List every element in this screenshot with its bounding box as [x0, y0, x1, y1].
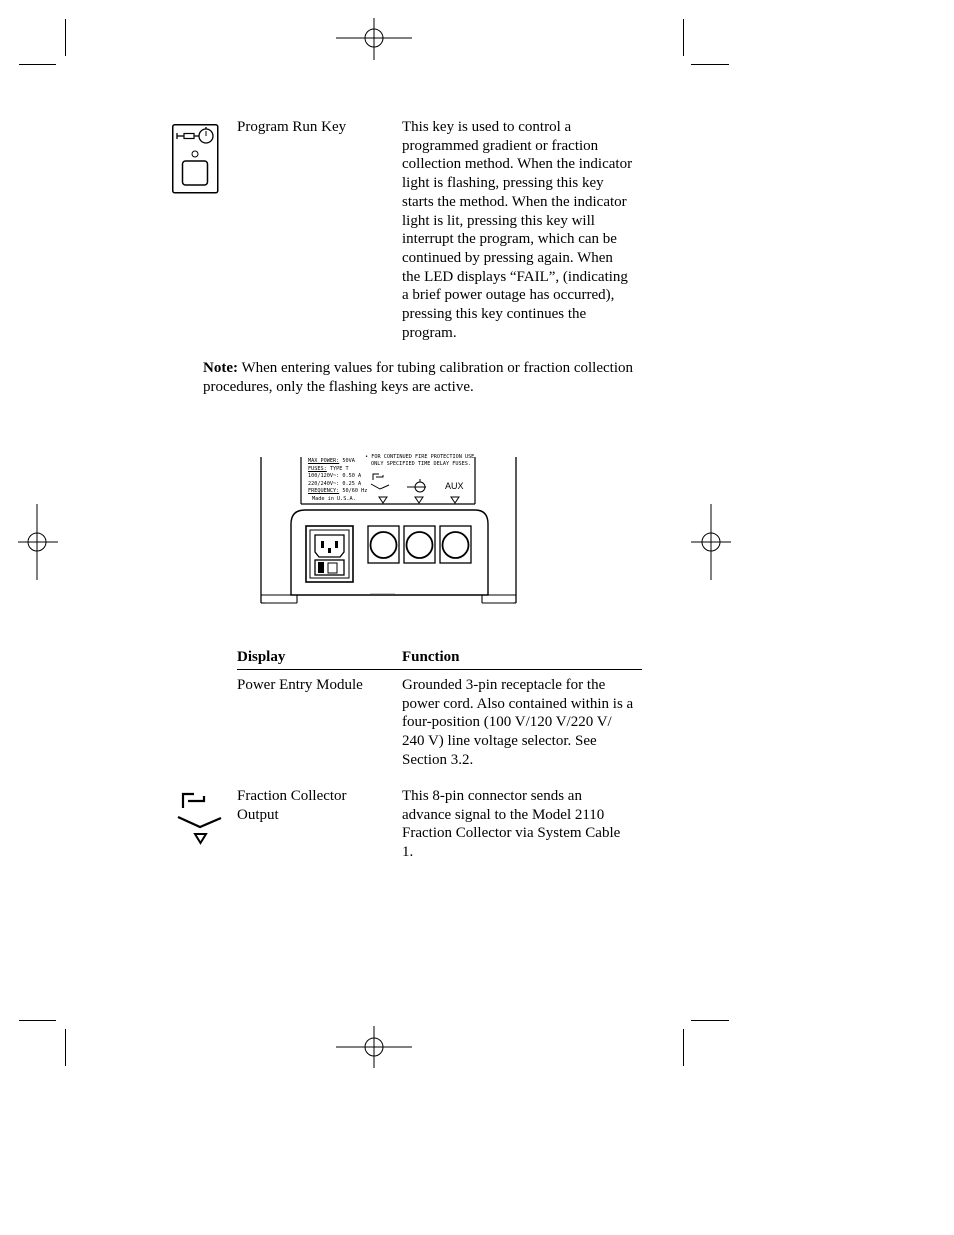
crop-mark-registration-icon	[336, 18, 412, 60]
panel-warning-line1: • FOR CONTINUED FIRE PROTECTION USE	[365, 454, 475, 460]
note-paragraph	[203, 359, 663, 396]
table-header-function: Function	[402, 649, 460, 665]
program-run-key-label: Program Run Key	[237, 119, 347, 135]
panel-fuse-1: 100/120V~: 0.50 A	[308, 473, 362, 479]
crop-mark-registration-icon	[18, 504, 58, 580]
panel-fuses-label: FUSES:	[308, 465, 327, 472]
panel-fuses-type: TYPE T	[329, 465, 349, 472]
panel-max-power-label: MAX POWER:	[308, 458, 340, 464]
panel-frequency-label: FREQUENCY:	[308, 488, 340, 494]
table-row-2-display: Fraction Collector Output	[237, 788, 347, 823]
panel-fraction-collector-symbol	[371, 474, 389, 489]
crop-mark-registration-icon	[336, 1026, 412, 1068]
table-row-1-display: Power Entry Module	[237, 677, 363, 693]
rear-panel-illustration	[255, 453, 525, 613]
table-row-1-function: Grounded 3-pin receptacle for the power cord. Also contained within is a four-position (100 V/120 V/220 V/ 240 V) line voltage selector. See Section 3.2.	[402, 677, 634, 768]
table-row-2-function: This 8-pin connector sends an advance signal to the Model 2110 Fraction Collector via System Cable 1.	[402, 788, 621, 861]
fraction-collector-icon	[174, 790, 226, 846]
panel-warning-line2: ONLY SPECIFIED TIME DELAY FUSES.	[371, 460, 471, 467]
panel-max-power-value: 50VA	[342, 458, 355, 464]
table-header-rule	[237, 669, 642, 670]
crop-mark-registration-icon	[691, 504, 731, 580]
program-run-key-description: This key is used to control a programmed gradient or fraction collection method. When the indicator light is flashing, pressing this key starts the method. When the indicator light is lit, pressing this key will interrupt the program, which can be continued by pressing again. When the LED displays “FAIL”, (indicating a brief power outage has occurred), pressing this key continues the program.	[402, 119, 633, 341]
panel-pump-symbol	[407, 479, 426, 492]
note-text-line2: procedures, only the flashing keys are active.	[203, 378, 474, 395]
panel-made-in: Made in U.S.A.	[312, 495, 356, 502]
note-label: Note:	[203, 360, 238, 376]
note-text-line1: When entering values for tubing calibration or fraction collection	[237, 360, 633, 376]
panel-aux-label: AUX	[445, 481, 464, 491]
panel-frequency-value: 50/60 Hz	[342, 488, 368, 494]
panel-fuse-2: 220/240V~: 0.25 A	[308, 480, 362, 487]
table-header-display: Display	[237, 649, 286, 665]
program-run-key-icon	[172, 124, 219, 194]
